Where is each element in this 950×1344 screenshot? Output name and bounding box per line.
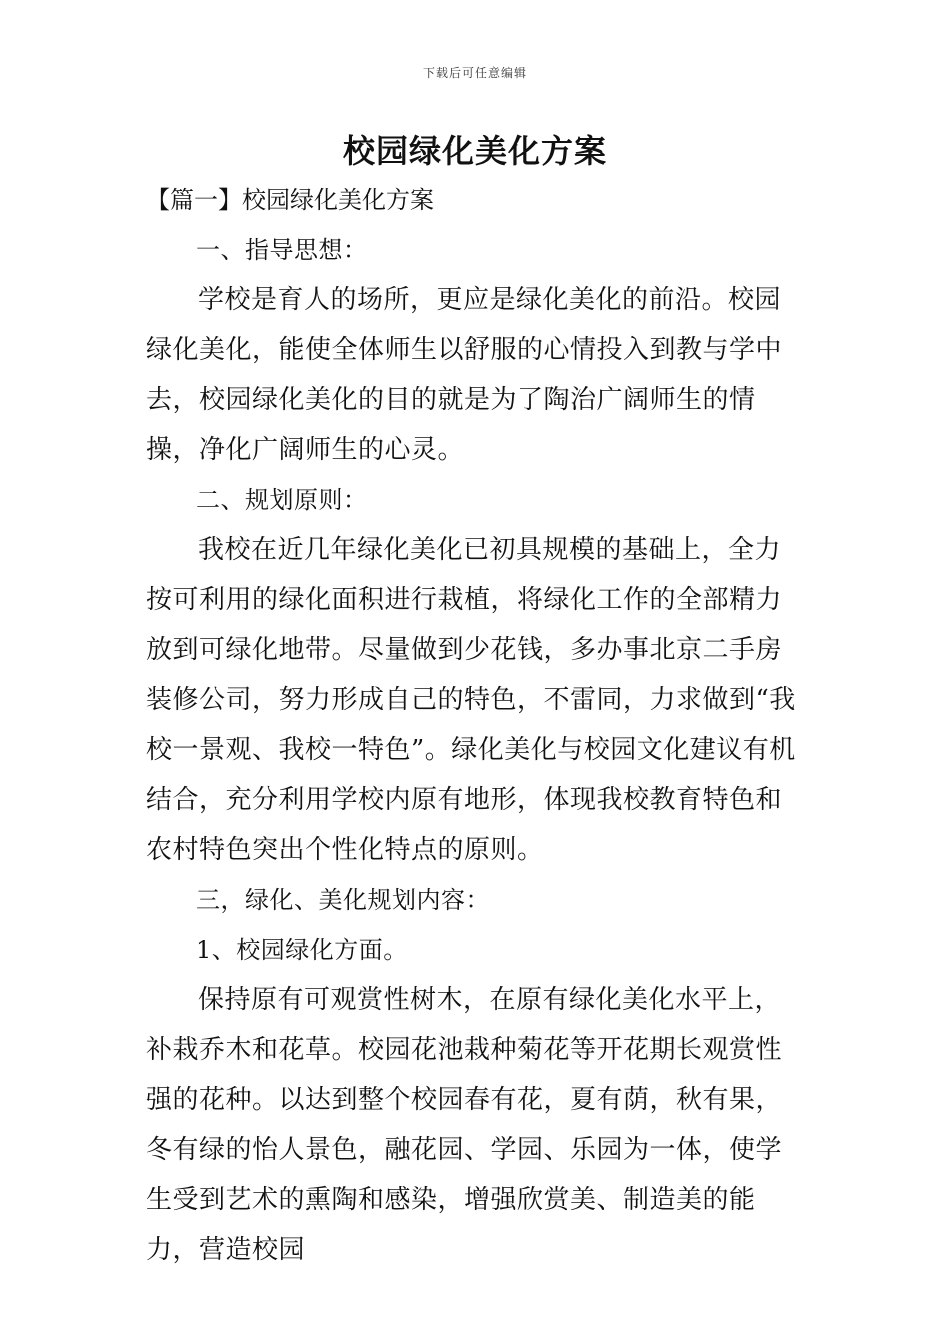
heading-plan-content: 三，绿化、美化规划内容： [196,886,490,914]
heading-campus-greening: 1、校园绿化方面。 [196,936,408,964]
paragraph-guiding-ideology: 学校是育人的场所，更应是绿化美化的前沿。校园绿化美化，能使全体师生以舒服的心情投入到教与学中去，校园绿化美化的目的就是为了陶治广阔师生的情操，净化广阔师生的心灵。 [146,285,783,465]
document-title: 校园绿化美化方案 [342,132,607,170]
section-heading: 【篇一】校园绿化美化方案 [146,186,434,214]
paragraph-planning-principles: 我校在近几年绿化美化已初具规模的基础上，全力按可利用的绿化面积进行栽植，将绿化工作的全部精力放到可绿化地带。尽量做到少花钱，多办事北京二手房装修公司，努力形成自己的特色，不雷同，力求做到“我校一景观、我校一特色”。绿化美化与校园文化建议有机结合，充分利用学校内原有地形，体现我校教育特色和农村特色突出个性化特点的原则。 [146,535,796,865]
header-note: 下载后可任意编辑 [422,66,527,80]
document-body [146,225,806,1275]
heading-guiding-ideology: 一、指导思想： [196,236,368,264]
heading-planning-principles: 二、规划原则： [196,486,368,514]
paragraph-campus-greening: 保持原有可观赏性树木，在原有绿化美化水平上，补栽乔木和花草。校园花池栽种菊花等开花期长观赏性强的花种。以达到整个校园春有花，夏有荫，秋有果，冬有绿的怡人景色，融花园、学园、乐园为一体，使学生受到艺术的熏陶和感染，增强欣赏美、制造美的能力，营造校园 [146,985,783,1265]
